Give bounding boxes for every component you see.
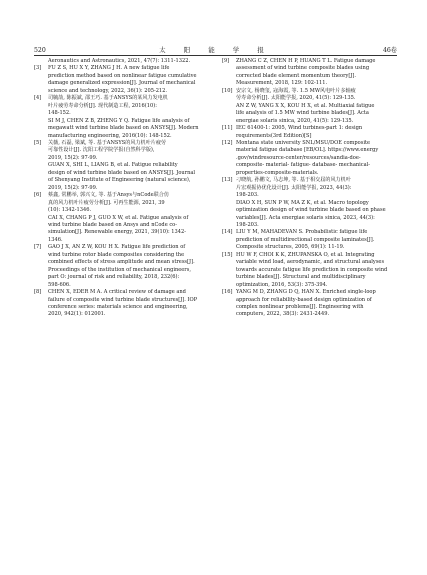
- reference-entry: [34, 65, 206, 95]
- reference-number: [11]: [222, 125, 233, 132]
- reference-entry: [222, 140, 394, 177]
- reference-line: 叶片疲劳寿命分析[J]. 现代制造工程, 2016(10):: [48, 102, 157, 109]
- reference-line: DIAO X H, SUN P W, MA Z K, et al. Macro topology: [236, 199, 369, 206]
- reference-line: variables[J]. Acta energiae solaris sinica, 2023, 44(3):: [236, 214, 375, 221]
- reference-line: science and technology, 2022, 36(1): 205-212.: [48, 87, 168, 94]
- reference-entry: [34, 244, 206, 289]
- reference-line: conference series: materials science and engineering,: [48, 303, 188, 310]
- reference-entry: [222, 177, 394, 229]
- reference-line: life analysis of 1.5 MW wind turbine blades[J]. Acta: [236, 110, 369, 117]
- reference-line: CHEN X, EDER M A. A critical review of damage and: [48, 289, 186, 296]
- reference-line: (10): 1342-1346.: [48, 207, 92, 214]
- reference-line: 可靠性设计[J]. 沈阳工程学院学报(自然科学版),: [48, 147, 155, 154]
- reference-entry: [222, 125, 394, 140]
- reference-entry: [222, 289, 394, 319]
- reference-line: Proceedings of the institution of mechanical engineers,: [48, 266, 191, 273]
- reference-line: 片宏观振协优化设计[J]. 太阳能学报, 2023, 44(3):: [236, 184, 352, 191]
- reference-line: optimization design of wind turbine blade based on phase: [236, 207, 386, 214]
- volume-number: 46卷: [382, 47, 397, 54]
- reference-line: manufacturing engineering, 2016(10): 148-152.: [48, 132, 172, 139]
- reference-line: megawatt wind turbine blade based on ANSYS[J]. Modern: [48, 125, 199, 132]
- page-number: 520: [34, 47, 46, 54]
- reference-entry: [34, 95, 206, 140]
- journal-name: 太 阳 能 学 报: [159, 46, 272, 54]
- reference-list-left-column: [34, 58, 206, 319]
- reference-number: [4]: [34, 95, 42, 102]
- reference-line: towards accurate fatigue life prediction in composite wind: [236, 266, 388, 273]
- header-divider: [34, 55, 397, 56]
- reference-line: 关薇, 石磊, 梁斌, 等. 基于ANSYS的风力机叶片疲劳: [48, 139, 167, 146]
- reference-line: GAO J X, AN Z W, KOU H X. Fatigue life prediction of: [48, 244, 186, 251]
- reference-line: turbine blades[J]. Structural and multidisciplinary: [236, 274, 366, 281]
- reference-entry: [34, 140, 206, 192]
- reference-line: optimization, 2016, 53(3): 375-394.: [236, 281, 328, 288]
- reference-line: computers, 2022, 38(3): 2431-2449.: [236, 311, 330, 318]
- reference-line: Composite structures, 2005, 69(1): 11-19.: [236, 244, 345, 251]
- reference-line: 598-606.: [48, 281, 71, 288]
- reference-number: [6]: [34, 192, 42, 199]
- reference-number: [7]: [34, 244, 42, 251]
- reference-line: design of wind turbine blade based on ANSYS[J]. Journal: [48, 169, 196, 176]
- reference-line: variable wind load, aerodynamic, and structural analyses: [236, 259, 385, 266]
- running-header: [34, 42, 397, 54]
- reference-line: complex nonlinear problems[J]. Engineering with: [236, 303, 364, 310]
- reference-line: Aeronautics and Astronautics, 2021, 47(7): 1311-1322.: [48, 58, 191, 64]
- reference-entry: [34, 289, 206, 319]
- reference-line: 蔡鑫, 常鹏举, 郭兴文, 等. 基于Ansys与nCode联合仿: [48, 192, 169, 199]
- reference-line: failure of composite wind turbine blade structures[J]. IOP: [48, 296, 198, 303]
- reference-number: [13]: [222, 177, 233, 184]
- reference-entry: [222, 229, 394, 251]
- reference-number: [8]: [34, 289, 42, 296]
- reference-entry: [222, 58, 394, 88]
- reference-line: Montana state university SNL/MSU/DOE composite: [236, 139, 371, 146]
- reference-line: material fatigue database [EB/OL]. https://www.energy: [236, 147, 379, 154]
- reference-line: FU Z S, HU X Y, ZHANG J H. A new fatigue life: [48, 65, 170, 72]
- reference-line: 2019, 15(2): 97-99.: [48, 154, 98, 161]
- reference-line: 安宗文, 杨晓玺, 寇海霞, 等. 1.5 MW风电叶片多轴疲: [236, 87, 356, 94]
- reference-entry: [34, 192, 206, 244]
- reference-line: of Shenyang Institute of Engineering (natural science),: [48, 177, 191, 184]
- reference-line: properties-composite-materials.: [236, 169, 319, 176]
- reference-line: IEC 61400-1: 2005, Wind turbines-part 1: design: [236, 125, 363, 132]
- reference-line: Measurement, 2018, 129: 102-111.: [236, 80, 328, 87]
- reference-line: LIU Y M, MAHADEVAN S. Probabilistic fatigue life: [236, 229, 368, 236]
- reference-line: wind turbine rotor blade composites considering the: [48, 251, 185, 258]
- reference-line: 刁晓航, 孙鹏文, 马志坤, 等. 基于相交届的风力机叶: [236, 177, 351, 184]
- reference-line: SI M J, CHEN Z B, ZHENG Y Q. Fatigue life analysis of: [48, 117, 190, 124]
- reference-number: [15]: [222, 251, 233, 258]
- reference-line: prediction method based on nonlinear fatigue cumulative: [48, 72, 197, 79]
- reference-line: wind turbine blade based on Ansys and nCode co-: [48, 221, 177, 228]
- reference-list-right-column: [222, 58, 394, 319]
- reference-line: combined effects of stress amplitude and mean stress[J].: [48, 259, 195, 266]
- reference-line: 司毓劼, 陈振斌, 邵王巧. 基于ANSYS的某风力发电机: [48, 95, 168, 102]
- reference-line: simulation[J]. Renewable energy, 2021, 39(10): 1342-: [48, 229, 186, 236]
- reference-number: [9]: [222, 58, 230, 64]
- reference-line: damage generalized expression[J]. Journal of mechanical: [48, 80, 196, 87]
- reference-line: assessment of wind turbine composite blades using: [236, 65, 370, 72]
- reference-line: corrected blade element momentum theory[J].: [236, 72, 357, 79]
- reference-line: part O: journal of risk and reliability, 2018, 232(6):: [48, 274, 180, 281]
- reference-line: 1346.: [48, 236, 63, 243]
- reference-line: approach for reliability-based design optimization of: [236, 296, 372, 303]
- reference-line: HU W F, CHOI K K, ZHUPANSKA O, et al. Integrating: [236, 251, 375, 258]
- reference-entry: [222, 252, 394, 289]
- reference-line: GUAN X, SHI L, LIANG B, et al. Fatigue reliability: [48, 162, 178, 169]
- reference-line: 劳寿命分析[J]. 太阳能学报, 2020, 41(5): 129-135.: [236, 95, 356, 102]
- reference-line: ZHANG C Z, CHEN H P, HUANG T L. Fatigue damage: [236, 58, 376, 64]
- reference-entry: [222, 88, 394, 125]
- reference-number: [14]: [222, 229, 233, 236]
- reference-line: 148-152.: [48, 110, 71, 117]
- reference-line: AN Z W, YANG X X, KOU H X, et al. Multiaxial fatigue: [236, 102, 375, 109]
- reference-line: 真的风力机叶片疲劳分析[J]. 可再生能源, 2021, 39: [48, 199, 165, 206]
- reference-line: 2020, 942(1): 012001.: [48, 311, 106, 318]
- reference-line: 198-203.: [236, 221, 259, 228]
- reference-line: energiae solaris sinica, 2020, 41(5): 129-135.: [236, 117, 354, 124]
- reference-line: requirements(3rd Edition)[S]: [236, 132, 312, 139]
- reference-line: composite- material- fatigue- database- mechanical-: [236, 162, 371, 169]
- reference-line: 198-203.: [236, 192, 259, 199]
- reference-line: YANG M D, ZHANG D Q, HAN X. Enriched single-loop: [236, 289, 376, 296]
- reference-number: [16]: [222, 289, 233, 296]
- reference-number: [12]: [222, 139, 233, 146]
- reference-number: [10]: [222, 87, 233, 94]
- reference-number: [5]: [34, 139, 42, 146]
- reference-number: [3]: [34, 65, 42, 72]
- reference-line: 2019, 15(2): 97-99.: [48, 184, 98, 191]
- reference-line: CAI X, CHANG P J, GUO X W, et al. Fatigue analysis of: [48, 214, 189, 221]
- reference-line: .gov/windresource-center/resources/sandia-doe-: [236, 154, 361, 161]
- reference-continuation: [34, 58, 206, 65]
- reference-line: prediction of multidirectional composite laminates[J].: [236, 236, 375, 243]
